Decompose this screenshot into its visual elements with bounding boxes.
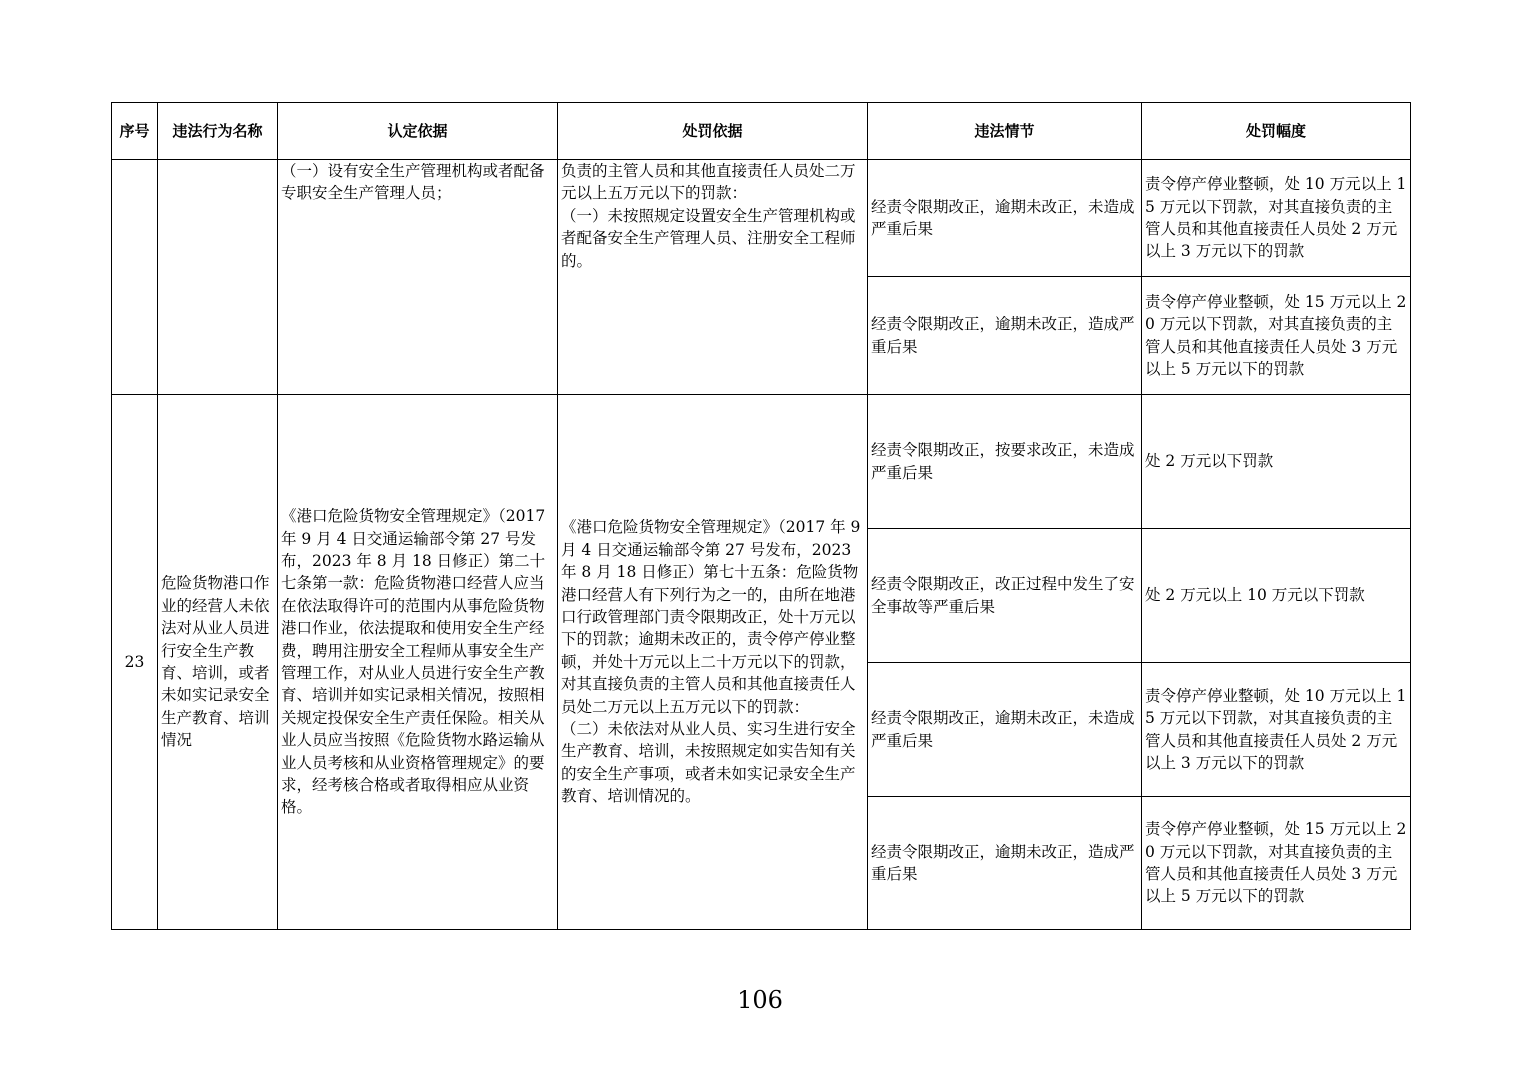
penalty-table (111, 102, 1411, 930)
header-violation-name: 违法行为名称 (158, 103, 278, 160)
penalty-basis-text: 《港口危险货物安全管理规定》（2017 年 9 月 4 日交通运输部令第 27 号发布，2023 年 8 月 18 日修正）第七十五条：危险货物港口经营人有下列行为之一的，由所在地港口行政管理部门责令限期改正，处十万元以下的罚款；逾期未改正的，责令停产停业整顿，并处十万元以上二十万元以下的罚款，对其直接负责的主管人员和其他直接责任人员处二万元以上五万元以下的罚款： （二）未依法对从业人员、实习生进行安全生产教育、培训，未按照规定如实告知有关的安全生产事项，或者未如实记录安全生产教育、培训情况的。 (558, 395, 868, 930)
circumstance-cell: 经责令限期改正，逾期未改正，未造成严重后果 (868, 160, 1142, 277)
penalty-cell: 责令停产停业整顿，处 15 万元以上 20 万元以下罚款，对其直接负责的主管人员和其他直接责任人员处 3 万元以上 5 万元以下的罚款 (1142, 277, 1411, 395)
penalty-cell: 责令停产停业整顿，处 15 万元以上 20 万元以下罚款，对其直接负责的主管人员和其他直接责任人员处 3 万元以上 5 万元以下的罚款 (1142, 797, 1411, 930)
row-number: 23 (112, 395, 158, 930)
violation-name: 危险货物港口作业的经营人未依法对从业人员进行安全生产教育、培训，或者未如实记录安全生产教育、培训情况 (158, 395, 278, 930)
circumstance-cell: 经责令限期改正，改正过程中发生了安全事故等严重后果 (868, 529, 1142, 663)
table-row (112, 160, 1411, 277)
header-number: 序号 (112, 103, 158, 160)
header-row (112, 103, 1411, 160)
row-number (112, 160, 158, 395)
basis-text: 《港口危险货物安全管理规定》（2017 年 9 月 4 日交通运输部令第 27 号发布，2023 年 8 月 18 日修正）第二十七条第一款：危险货物港口经营人应当在依法取得许可的范围内从事危险货物港口作业，依法提取和使用安全生产经费，聘用注册安全工程师从事安全生产管理工作，对从业人员进行安全生产教育、培训并如实记录相关情况，按照相关规定投保安全生产责任保险。相关从业人员应当按照《危险货物水路运输从业人员考核和从业资格管理规定》的要求，经考核合格或者取得相应从业资格。 (278, 395, 558, 930)
basis-text: （一）设有安全生产管理机构或者配备专职安全生产管理人员； (278, 160, 558, 395)
penalty-cell: 处 2 万元以上 10 万元以下罚款 (1142, 529, 1411, 663)
circumstance-cell: 经责令限期改正，逾期未改正，造成严重后果 (868, 797, 1142, 930)
header-circumstance: 违法情节 (868, 103, 1142, 160)
page-number: 106 (737, 986, 783, 1014)
circumstance-cell: 经责令限期改正，逾期未改正，未造成严重后果 (868, 663, 1142, 797)
table-row (112, 395, 1411, 529)
penalty-cell: 处 2 万元以下罚款 (1142, 395, 1411, 529)
header-penalty-range: 处罚幅度 (1142, 103, 1411, 160)
header-basis: 认定依据 (278, 103, 558, 160)
penalty-cell: 责令停产停业整顿，处 10 万元以上 15 万元以下罚款，对其直接负责的主管人员和其他直接责任人员处 2 万元以上 3 万元以下的罚款 (1142, 663, 1411, 797)
penalty-cell: 责令停产停业整顿，处 10 万元以上 15 万元以下罚款，对其直接负责的主管人员和其他直接责任人员处 2 万元以上 3 万元以下的罚款 (1142, 160, 1411, 277)
circumstance-cell: 经责令限期改正，逾期未改正，造成严重后果 (868, 277, 1142, 395)
violation-name (158, 160, 278, 395)
circumstance-cell: 经责令限期改正，按要求改正，未造成严重后果 (868, 395, 1142, 529)
penalty-basis-text: 负责的主管人员和其他直接责任人员处二万元以上五万元以下的罚款： （一）未按照规定设置安全生产管理机构或者配备安全生产管理人员、注册安全工程师的。 (558, 160, 868, 395)
header-penalty-basis: 处罚依据 (558, 103, 868, 160)
